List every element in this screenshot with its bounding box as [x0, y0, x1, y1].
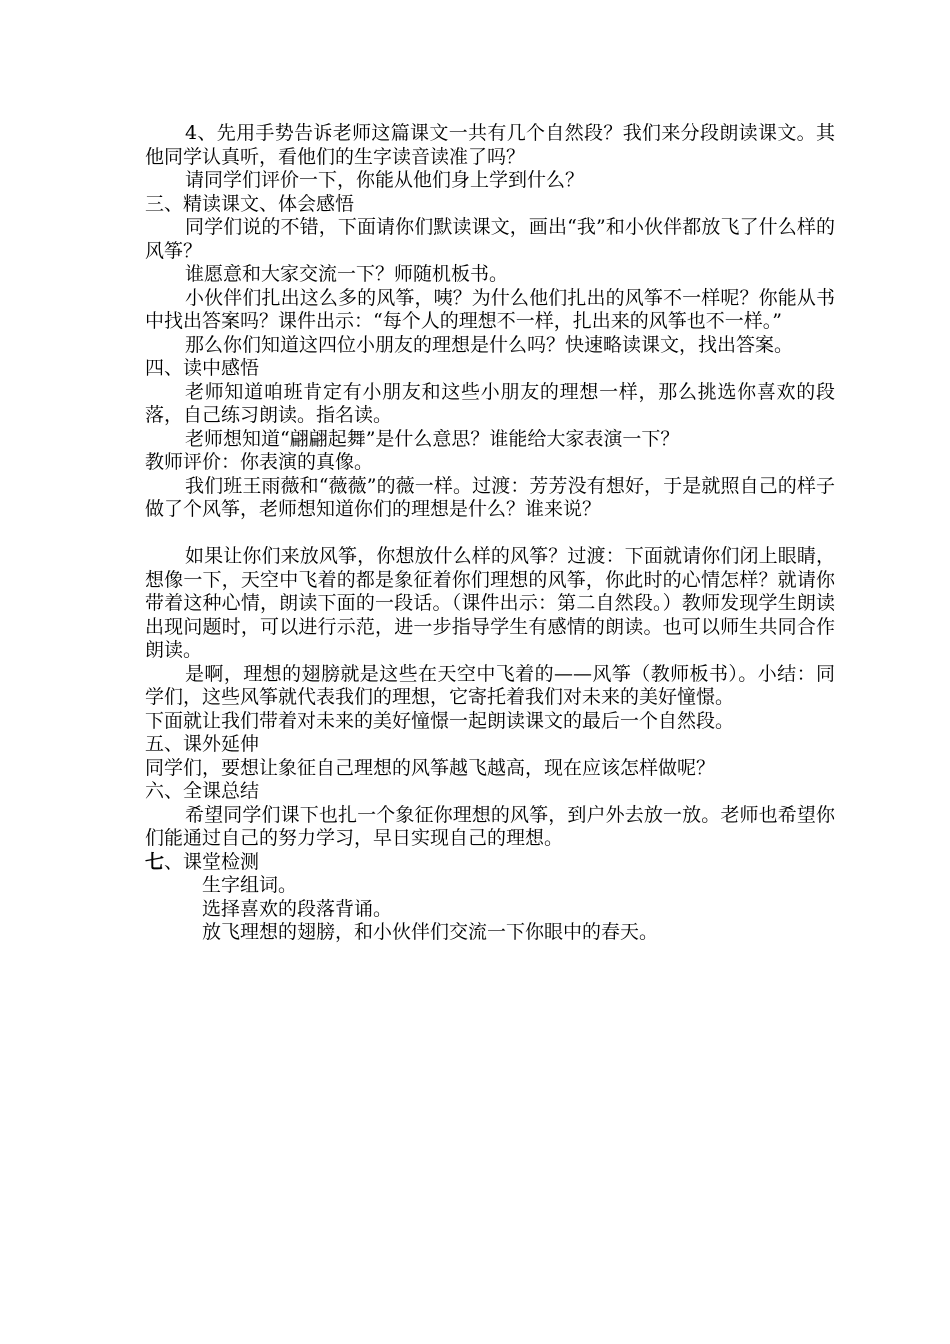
paragraph: 同学们说的不错，下面请你们默读课文，画出“我”和小伙伴都放飞了什么样的风筝？	[145, 216, 835, 262]
section-heading-number: 七	[145, 850, 165, 873]
section-heading	[145, 851, 835, 875]
paragraph: 4、先用手势告诉老师这篇课文一共有几个自然段？我们来分段朗读课文。其他同学认真听，看他们的生字读音读准了吗？	[145, 122, 835, 168]
paragraph: 谁愿意和大家交流一下？师随机板书。	[185, 263, 509, 285]
paragraph: 同学们，要想让象征自己理想的风筝越飞越高，现在应该怎样做呢？	[145, 756, 716, 779]
paragraph: 老师知道咱班肯定有小朋友和这些小朋友的理想一样，那么挑选你喜欢的段落，自己练习朗读。指名读。	[145, 380, 835, 426]
blank-line	[145, 522, 835, 546]
paragraph: 那么你们知道这四位小朋友的理想是什么吗？快速略读课文，找出答案。	[185, 333, 794, 356]
document-body	[145, 122, 835, 945]
paragraph: 老师想知道“翩翩起舞”是什么意思？谁能给大家表演一下？	[185, 427, 680, 450]
section-heading: 四、读中感悟	[145, 357, 260, 379]
section-heading-text: 、课堂检测	[164, 850, 260, 873]
section-heading: 六、全课总结	[145, 780, 260, 802]
paragraph: 希望同学们课下也扎一个象征你理想的风筝，到户外去放一放。老师也希望你们能通过自己的努力学习，早日实现自己的理想。	[145, 803, 835, 849]
paragraph: 我们班王雨薇和“薇薇”的薇一样。过渡：芳芳没有想好，于是就照自己的样子做了个风筝，老师想知道你们的理想是什么？谁来说？	[145, 474, 835, 520]
paragraph: 教师评价：你表演的真像。	[145, 451, 374, 473]
section-heading: 三、精读课文、体会感悟	[145, 192, 355, 215]
section-heading: 五、课外延伸	[145, 733, 260, 755]
list-item: 选择喜欢的段落背诵。	[202, 897, 393, 920]
paragraph: 是啊，理想的翅膀就是这些在天空中飞着的——风筝（教师板书）。小结：同学们，这些风筝就代表我们的理想，它寄托着我们对未来的美好憧憬。	[145, 662, 835, 708]
list-item: 放飞理想的翅膀，和小伙伴们交流一下你眼中的春天。	[202, 921, 659, 943]
list-item: 生字组词。	[202, 874, 298, 896]
paragraph: 如果让你们来放风筝，你想放什么样的风筝？过渡：下面就请你们闭上眼睛，想像一下，天空中飞着的都是象征着你们理想的风筝，你此时的心情怎样？就请你带着这种心情，朗读下面的一段话。（课件出示：第二自然段。）教师发现学生朗读出现问题时，可以进行示范，进一步指导学生有感情的朗读。也可以师生共同合作朗读。	[145, 545, 835, 661]
paragraph: 请同学们评价一下，你能从他们身上学到什么？	[185, 169, 585, 191]
paragraph: 小伙伴们扎出这么多的风筝，咦？为什么他们扎出的风筝不一样呢？你能从书中找出答案吗？课件出示：“每个人的理想不一样，扎出来的风筝也不一样。”	[145, 286, 835, 332]
paragraph: 下面就让我们带着对未来的美好憧憬一起朗读课文的最后一个自然段。	[145, 709, 735, 732]
